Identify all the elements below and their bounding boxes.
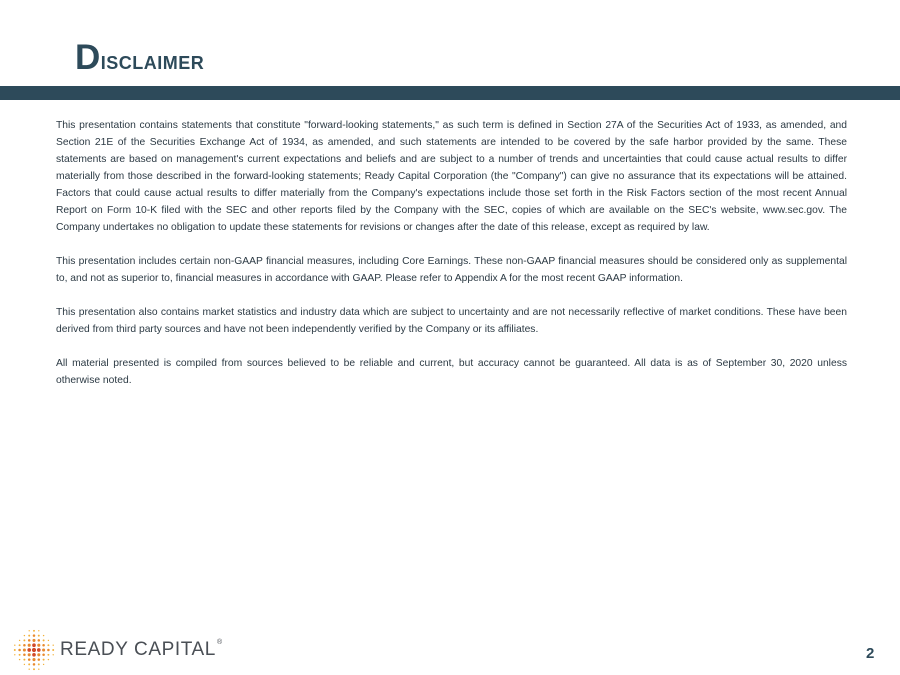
logo-dot (23, 639, 25, 641)
disclaimer-paragraph-accuracy: All material presented is compiled from sources believed to be reliable and current, but accuracy cannot be guaranteed. All data is as of September 30, 2020 unless otherwise noted. (56, 358, 847, 386)
logo-dot (14, 649, 16, 651)
logo-dot (43, 664, 44, 665)
logo-dot (37, 653, 40, 656)
logo-dot (33, 663, 36, 666)
disclaimer-paragraph-market-data: This presentation also contains market statistics and industry data which are subject to uncertainty and are not necessarily reflective of market conditions. These have been derived from third party sources and have not been independently verified by the Company or its affiliates. (56, 307, 847, 335)
logo-dot (32, 658, 35, 661)
logo-dot (32, 653, 36, 657)
logo-dot (32, 639, 35, 642)
disclaimer-paragraph-non-gaap: This presentation includes certain non-GAAP financial measures, including Core Earnings. These non-GAAP financial measures should be considered only as supplemental to, and not as superior to, financial measures in accordance with GAAP. Please refer to Appendix A for the most recent GAAP information. (56, 256, 847, 284)
logo-dot (42, 648, 45, 651)
logo-dot (43, 635, 44, 636)
logo-dot (37, 648, 41, 652)
page-number: 2 (866, 645, 875, 662)
logo-dot (28, 658, 31, 661)
logo-wordmark (60, 639, 222, 661)
logo-dot (38, 635, 40, 637)
logo-wordmark-text: READY CAPITAL (60, 639, 216, 660)
logo-dot (24, 635, 25, 636)
logo-dot (47, 649, 50, 652)
logo-dot (38, 669, 39, 670)
logo-dot (47, 644, 49, 646)
logo-dot (19, 659, 20, 660)
disclaimer-body (56, 117, 847, 406)
logo-dot (52, 649, 54, 651)
logo-dot (32, 648, 36, 652)
logo-dot (42, 654, 45, 657)
ready-capital-dot-logo-icon (12, 628, 56, 672)
logo-dot (53, 645, 54, 646)
logo-dot (23, 644, 26, 647)
logo-dot (29, 669, 30, 670)
page-title-rest: isclaimer (100, 45, 205, 75)
logo-dot (38, 639, 41, 642)
ready-capital-logo (12, 628, 222, 672)
logo-dot (23, 654, 26, 657)
logo-dot (48, 659, 49, 660)
header-band (0, 86, 900, 100)
logo-dot (43, 639, 45, 641)
logo-dot (32, 643, 36, 647)
page-title (75, 40, 204, 75)
logo-dot (19, 644, 21, 646)
logo-dot (38, 630, 39, 631)
logo-dot (43, 659, 45, 661)
logo-dot (28, 644, 31, 647)
logo-dot (19, 640, 20, 641)
logo-dot (29, 630, 30, 631)
logo-dot (18, 649, 21, 652)
logo-dot (28, 635, 30, 637)
logo-dot (28, 639, 31, 642)
trademark-symbol: ® (216, 639, 223, 646)
logo-dot (23, 648, 26, 651)
logo-dot (19, 654, 21, 656)
logo-dot (27, 648, 31, 652)
logo-dot (37, 644, 40, 647)
logo-dot (33, 668, 35, 670)
logo-dot (53, 654, 54, 655)
logo-dot (23, 659, 25, 661)
logo-dot (47, 654, 49, 656)
logo-dot (33, 630, 35, 632)
logo-dot (28, 663, 30, 665)
logo-dot (14, 654, 15, 655)
logo-dot (33, 634, 36, 637)
logo-dot (24, 664, 25, 665)
logo-dot (42, 644, 45, 647)
logo-dot (48, 640, 49, 641)
logo-dot (38, 663, 40, 665)
logo-dot (38, 658, 41, 661)
logo-dot (28, 653, 31, 656)
logo-dot (14, 645, 15, 646)
page-title-initial: D (75, 38, 101, 77)
disclaimer-paragraph-forward-looking: This presentation contains statements that constitute "forward-looking statements," as such term is defined in Section 27A of the Securities Act of 1933, as amended, and Section 21E of the Securities Exchange Act of 1934, as amended, and such statements are intended to be covered by the safe harbor provided by the same. These statements are based on management's current expectations and beliefs and are subject to a number of trends and uncertainties that could cause actual results to differ materially from those described in the forward-looking statements; Ready Capital Corporation (the "Company") can give no assurance that its expectations will be attained. Factors that could cause actual results to differ materially from the Company's expectations include those set forth in the Risk Factors section of the most recent Annual Report on Form 10-K filed with the SEC and other reports filed by the Company with the SEC, copies of which are available on the SEC's website, www.sec.gov. The Company undertakes no obligation to update these statements for revisions or changes after the date of this release, except as required by law. (56, 120, 847, 233)
